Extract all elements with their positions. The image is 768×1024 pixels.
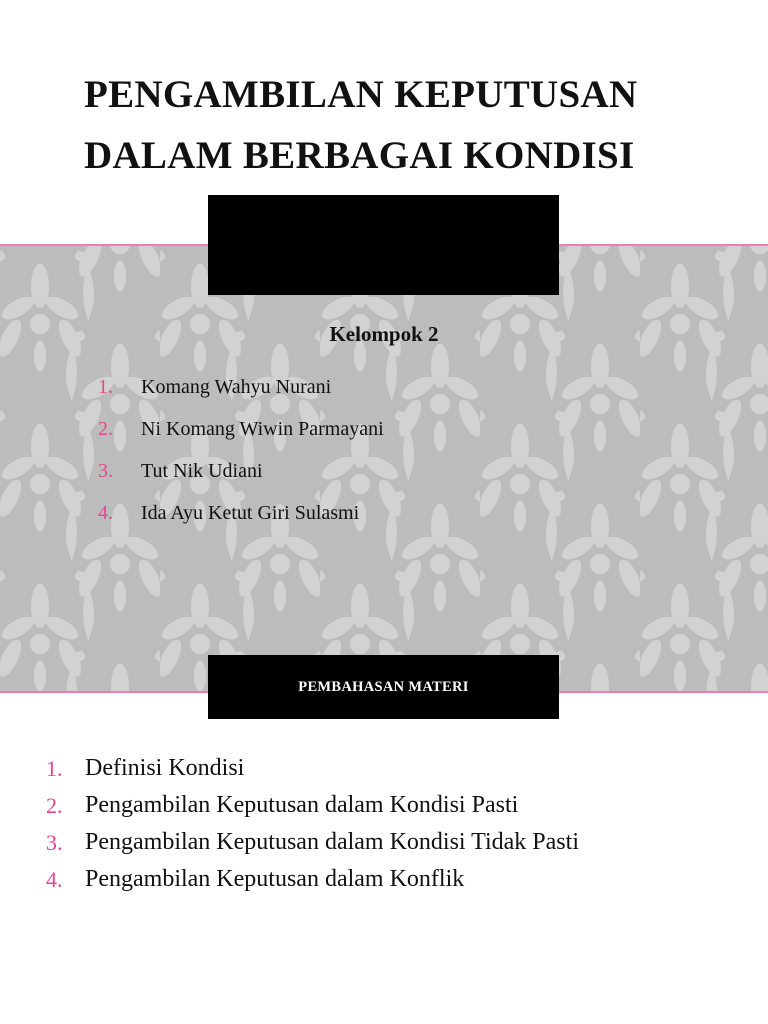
topic-list [46, 750, 579, 898]
member-list [98, 366, 384, 534]
list-number: 1. [46, 755, 63, 781]
member-name: Komang Wahyu Nurani [141, 375, 332, 398]
group-heading: Kelompok 2 [329, 322, 439, 346]
document-title [84, 64, 724, 186]
list-number: 2. [98, 417, 113, 440]
materi-heading-bar [208, 655, 559, 719]
member-name: Tut Nik Udiani [141, 459, 263, 482]
list-item [46, 824, 579, 861]
member-name: Ni Komang Wiwin Parmayani [141, 417, 384, 440]
list-number: 4. [46, 866, 63, 892]
list-item [98, 450, 384, 492]
list-item [98, 366, 384, 408]
list-item [98, 492, 384, 534]
list-number: 2. [46, 792, 63, 818]
list-number: 1. [98, 375, 113, 398]
title-line-1: PENGAMBILAN KEPUTUSAN [84, 73, 638, 116]
list-number: 3. [98, 459, 113, 482]
title-line-2: DALAM BERBAGAI KONDISI [84, 134, 635, 177]
member-name: Ida Ayu Ketut Giri Sulasmi [141, 501, 360, 524]
topic-text: Pengambilan Keputusan dalam Kondisi Pasti [85, 792, 519, 818]
list-item [98, 408, 384, 450]
list-item [46, 750, 579, 787]
topic-text: Pengambilan Keputusan dalam Kondisi Tidak Pasti [85, 829, 579, 855]
list-item [46, 861, 579, 898]
topic-text: Pengambilan Keputusan dalam Konflik [85, 866, 465, 892]
materi-heading: PEMBAHASAN MATERI [298, 678, 469, 695]
list-item [46, 787, 579, 824]
list-number: 4. [98, 501, 113, 524]
black-header-box [208, 195, 559, 295]
topic-text: Definisi Kondisi [85, 755, 245, 781]
list-number: 3. [46, 829, 63, 855]
